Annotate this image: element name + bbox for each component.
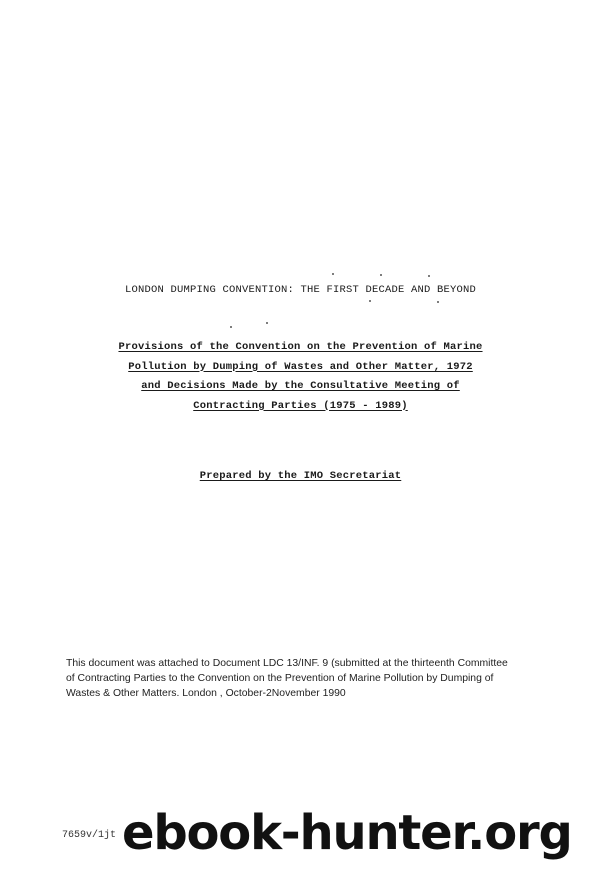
note-line-3: Wastes & Other Matters. London , October-2November 1990 xyxy=(66,688,346,699)
scan-speck xyxy=(437,301,439,303)
prepared-by xyxy=(0,470,601,482)
prepared-by-text: Prepared by the IMO Secretariat xyxy=(199,470,402,482)
scan-speck xyxy=(230,326,232,328)
scan-speck xyxy=(428,275,430,277)
scan-speck xyxy=(369,300,371,302)
subtitle-line-3: and Decisions Made by the Consultative Meeting of xyxy=(141,380,460,392)
note-line-2: of Contracting Parties to the Convention on the Prevention of Marine Pollution by Dumping of xyxy=(66,673,494,684)
subtitle-line-4: Contracting Parties (1975 - 1989) xyxy=(193,399,408,412)
main-title: LONDON DUMPING CONVENTION: THE FIRST DECADE AND BEYOND xyxy=(124,284,477,296)
watermark: ebook-hunter.org xyxy=(122,805,572,861)
subtitle-block xyxy=(0,338,601,416)
note-line-1: This document was attached to Document LDC 13/INF. 9 (submitted at the thirteenth Committee xyxy=(66,658,508,669)
subtitle-line-2: Pollution by Dumping of Wastes and Other Matter, 1972 xyxy=(128,360,473,373)
attachment-note xyxy=(66,656,586,701)
subtitle-line-1: Provisions of the Convention on the Prevention of Marine xyxy=(118,341,483,353)
reference-code: 7659v/1jt xyxy=(62,830,117,841)
scan-speck xyxy=(266,322,268,324)
scan-speck xyxy=(332,273,334,275)
scan-speck xyxy=(380,274,382,276)
